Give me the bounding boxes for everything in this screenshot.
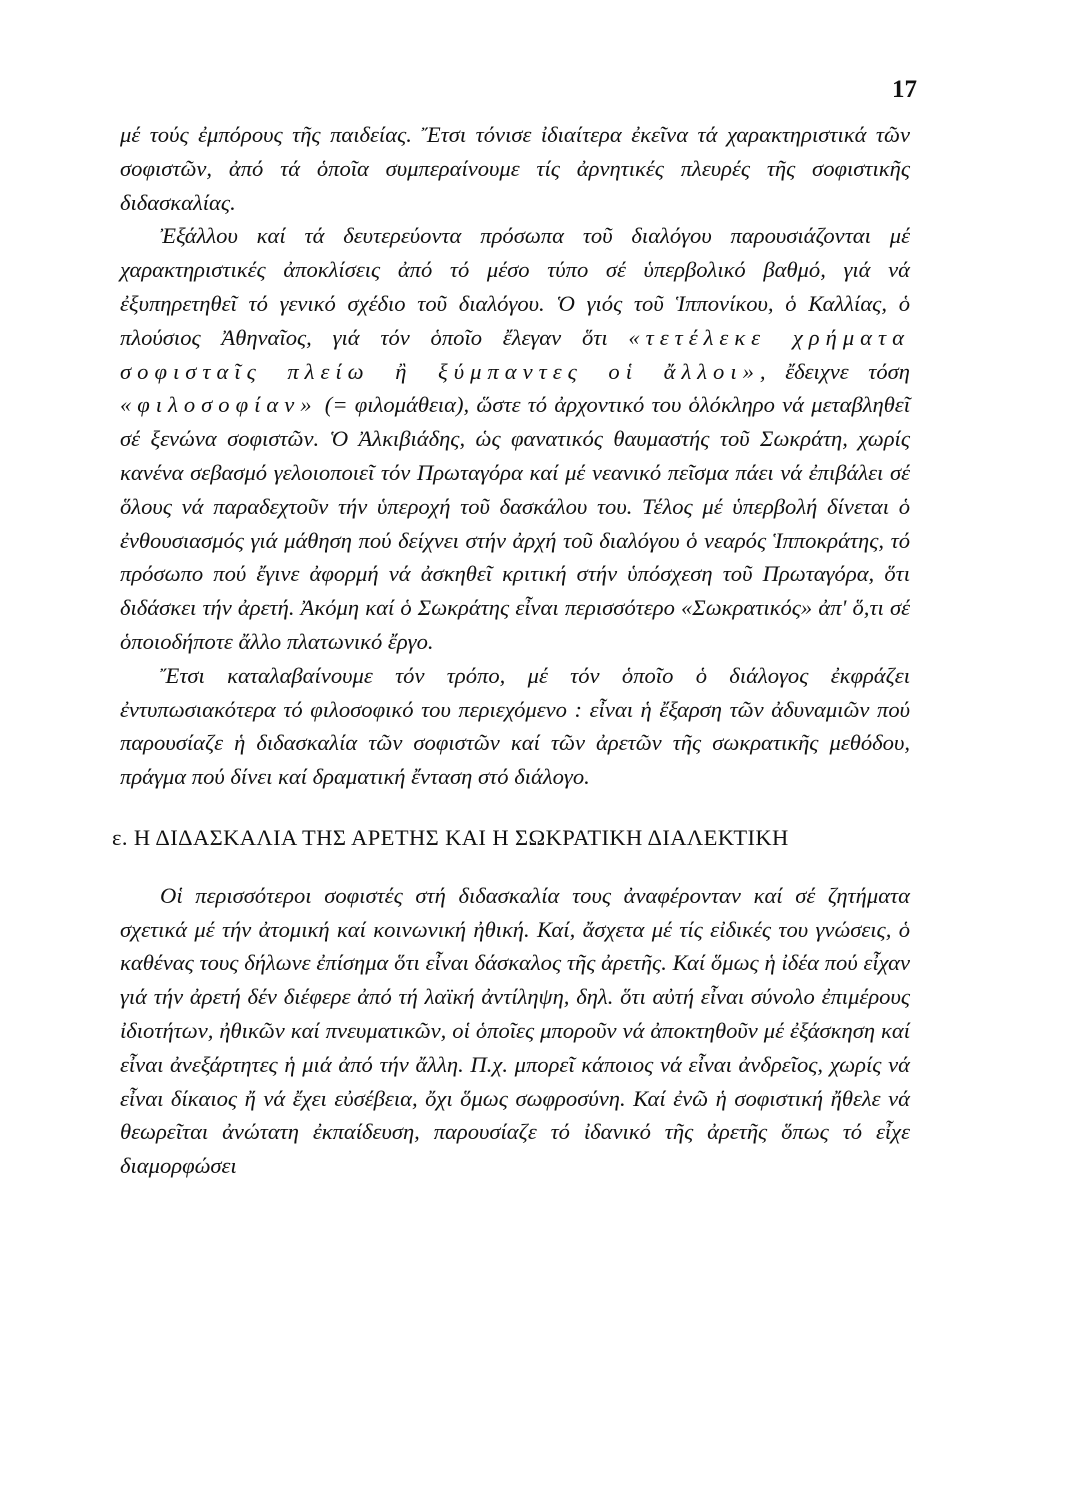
paragraph-1: μέ τούς ἐμπόρους τῆς παιδείας. Ἔτσι τόνισε ἰδιαίτερα ἐκεῖνα τά χαρακτηριστικά τῶν σοφιστῶν, ἀπό τά ὁποῖα συμπεραίνουμε τίς ἀρνητικές πλευρές τῆς σοφιστικῆς διδασκαλίας. (120, 122, 910, 215)
body-text (112, 118, 910, 1183)
paragraph-3: Ἔτσι καταλαβαίνουμε τόν τρόπο, μέ τόν ὁποῖο ὁ διάλογος ἐκφράζει ἐντυπωσιακότερα τό φιλοσοφικό του περιεχόμενο : εἶναι ἡ ἔξαρση τῶν ἀδυναμιῶν πού παρουσίαζε ἡ διδασκαλία τῶν σοφιστῶν καί τῶν ἀρετῶν τῆς σωκρατικῆς μεθόδου, πράγμα πού δίνει καί δραματική ἔνταση στό διάλογο. (120, 662, 910, 790)
paragraph-2 (120, 219, 910, 658)
section-heading: ε. Η ΔΙΔΑΣΚΑΛΙΑ ΤΗΣ ΑΡΕΤΗΣ ΚΑΙ Η ΣΩΚΡΑΤΙΚΗ ΔΙΑΛΕΚΤΙΚΗ (112, 824, 789, 850)
paragraph-4: Οἱ περισσότεροι σοφιστές στή διδασκαλία τους ἀναφέρονταν καί σέ ζητήματα σχετικά μέ τήν ἀτομική καί κοινωνική ἠθική. Καί, ἄσχετα μέ τίς εἰδικές του γνώσεις, ὁ καθένας τους δήλωνε ἐπίσημα ὅτι εἶναι δάσκαλος τῆς ἀρετῆς. Καί ὅμως ἡ ἰδέα πού εἶχαν γιά τήν ἀρετή δέν διέφερε ἀπό τή λαϊκή ἀντίληψη, δηλ. ὅτι αὐτή εἶναι σύνολο ἐπιμέρους ἰδιοτήτων, ἠθικῶν καί πνευματικῶν, οἱ ὁποῖες μποροῦν νά ἀποκτηθοῦν μέ ἐξάσκηση καί εἶναι ἀνεξάρτητες ἡ μιά ἀπό τήν ἄλλη. Π.χ. μπορεῖ κάποιος νά εἶναι ἀνδρεῖος, χωρίς νά εἶναι δίκαιος ἤ νά ἔχει εὐσέβεια, ὄχι ὅμως σωφροσύνη. Καί ἐνῶ ἡ σοφιστική ἤθελε νά θεωρεῖται ἀνώτατη ἐκπαίδευση, παρουσίαζε τό ἰδανικό τῆς ἀρετῆς ὅπως τό εἶχε διαμορφώσει (120, 882, 910, 1179)
paragraph-2-part-a: Ἐξάλλου καί τά δευτερεύοντα πρόσωπα τοῦ διαλόγου παρουσιάζονται μέ χαρακτηριστικές ἀποκλίσεις ἀπό τό μέσο τύπο σέ ὑπερβολικό βαθμό, γιά νά ἐξυπηρετηθεῖ τό γενικό σχέδιο τοῦ διαλόγου. Ὁ γιός τοῦ Ἱππονίκου, ὁ Καλλίας, ὁ πλούσιος Ἀθηναῖος, γιά τόν ὁποῖο ἔλεγαν ὅτι (120, 223, 910, 350)
greek-quotation: «τετέλεκε χρήματα σοφισταῖς πλείω ἢ ξύμπαντες οἱ ἄλλοι» (120, 324, 910, 384)
page-number: 17 (892, 76, 917, 103)
paragraph-2-part-c: (= φιλομάθεια), ὥστε τό ἀρχοντικό του ὁλόκληρο νά μεταβληθεῖ σέ ξενώνα σοφιστῶν. Ὁ Ἀλκιβιάδης, ὡς φανατικός θαυμαστής τοῦ Σωκράτη, χωρίς κανένα σεβασμό γελοιοποιεῖ τόν Πρωταγόρα καί μέ νεανικό πεῖσμα πάει νά ἐπιβάλει σέ ὅλους νά παραδεχτοῦν τήν ὑπεροχή τοῦ δασκάλου του. Τέλος μέ ὑπερβολή δίνεται ὁ ἐνθουσιασμός γιά μάθηση πού δείχνει στήν ἀρχή τοῦ διαλόγου ὁ νεαρός Ἱπποκράτης, τό πρόσωπο πού ἔγινε ἀφορμή νά ἀσκηθεῖ κριτική στήν ὑπόσχεση τοῦ Πρωταγόρα, ὅτι διδάσκει τήν ἀρετή. Ἀκόμη καί ὁ Σωκράτης εἶναι περισσότερο «Σωκρατικός» ἀπ' ὅ,τι σέ ὁποιοδήποτε ἄλλο πλατωνικό ἔργο. (120, 392, 910, 654)
philosophia-term: «φιλοσοφίαν» (120, 392, 318, 418)
paragraph-2-part-b: , ἔδειχνε τόση (759, 358, 910, 384)
